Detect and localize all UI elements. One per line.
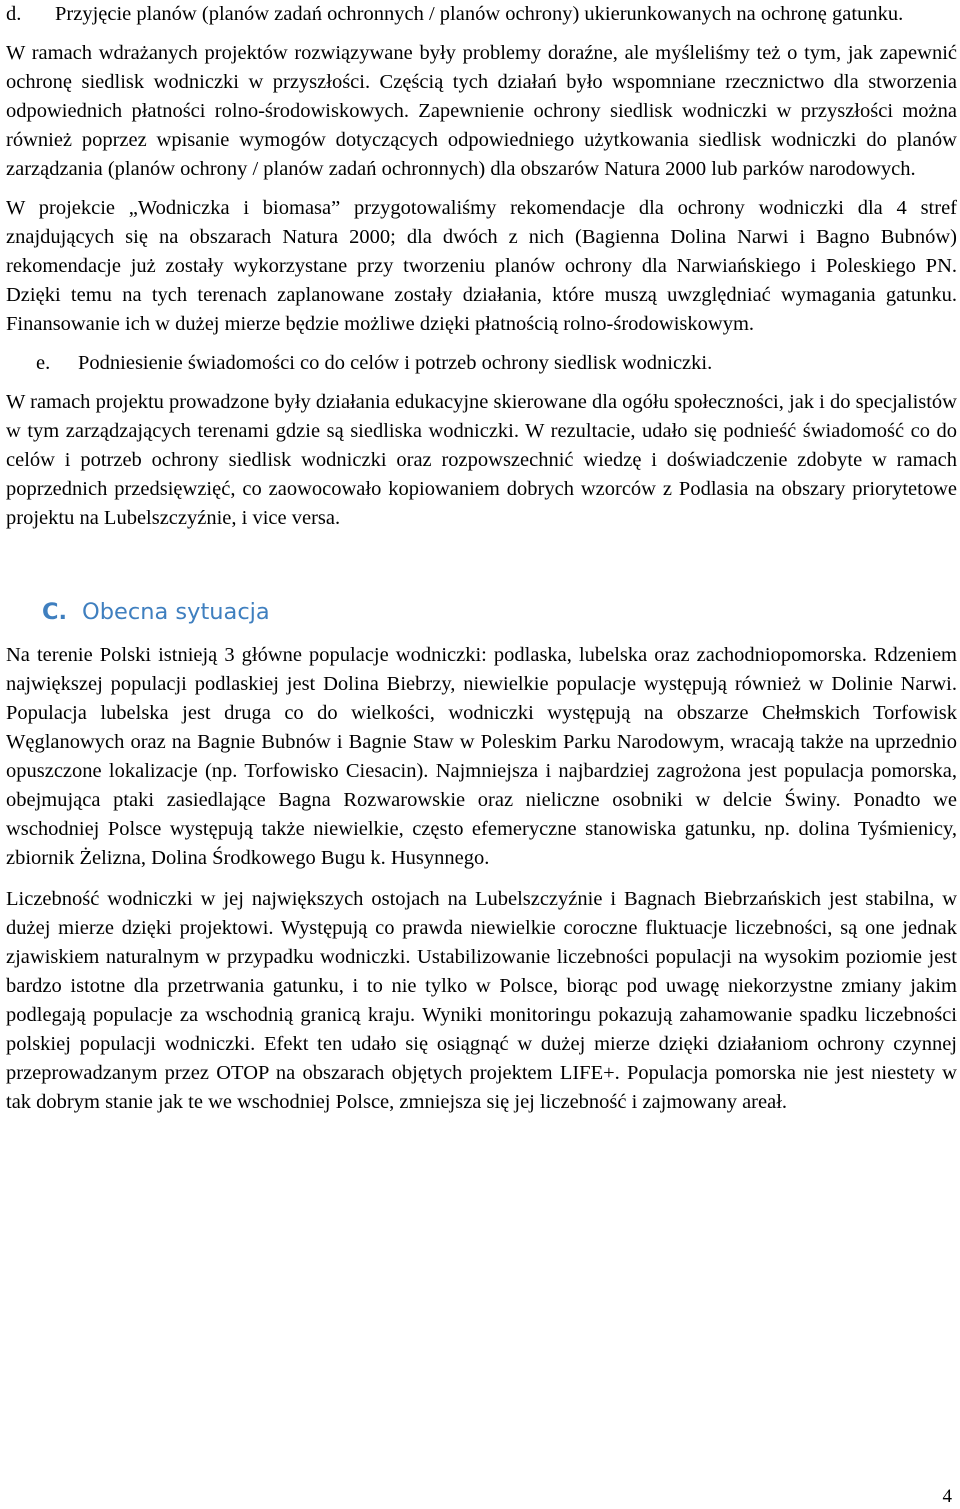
section-heading-c — [6, 597, 957, 627]
list-title-e: Podniesienie świadomości co do celów i potrzeb ochrony siedlisk wodniczki. — [78, 352, 713, 374]
paragraph-c-2: Liczebność wodniczki w jej największych ostojach na Lubelszczyźnie i Bagnach Biebrzańskich jest stabilna, w dużej mierze dzięki projektowi. Występują co prawda niewielkie coroczne fluktuacje liczebności, są one jednak zjawiskiem naturalnym w przypadku wodniczki. Ustabilizowanie liczebności populacji na wysokim poziomie jest bardzo istotne dla przetrwania gatunku, i to nie tylko w Polsce, biorąc pod uwagę niekorzystne zmiany jakim podlegają populacje za wschodnią granicą kraju. Wyniki monitoringu pokazują zahamowanie spadku liczebności polskiej populacji wodniczki. Efekt ten udało się osiągnąć w dużej mierze dzięki działaniom ochrony czynnej przeprowadzanym przez OTOP na obszarach objętych projektem LIFE+. Populacja pomorska nie jest niestety w tak dobrym stanie jak te we wschodniej Polsce, zmniejsza się jej liczebność i zajmowany areał. — [6, 888, 957, 1113]
section-heading-number: C. — [42, 599, 68, 625]
paragraph-e-1: W ramach projektu prowadzone były działania edukacyjne skierowane dla ogółu społeczności, jak i do specjalistów w tym zarządzających terenami gdzie są siedliska wodniczki. W rezultacie, udało się podnieść świadomość co do celów i potrzeb ochrony siedlisk wodniczki oraz rozpowszechnić wiedzę i doświadczenie zdobyte w ramach poprzednich przedsięwzięć, co zaowocowało kopiowaniem dobrych wzorców z Podlasia na obszary priorytetowe projektu na Lubelszczyźnie, i vice versa. — [6, 391, 957, 529]
paragraph-c-1: Na terenie Polski istnieją 3 główne populacje wodniczki: podlaska, lubelska oraz zachodniopomorska. Rdzeniem największej populacji podlaskiej jest Dolina Biebrzy, niewielkie populacje występują również w Dolinie Narwi. Populacja lubelska jest druga co do wielkości, wodniczki występują na obszarze Chełmskich Torfowisk Węglanowych oraz na Bagnie Bubnów i Bagnie Staw w Poleskim Parku Narodowym, wracają także na uprzednio opuszczone lokalizacje (np. Torfowisko Ciesacin). Najmniejsza i najbardziej zagrożona jest populacja pomorska, obejmująca ptaki zasiedlające Bagna Rozwarowskie oraz nieliczne osobniki w delcie Świny. Ponadto we wschodniej Polsce występują także niewielkie, często efemeryczne stanowiska gatunku, np. dolina Tyśmienicy, zbiornik Żelizna, Dolina Środkowego Bugu k. Husynnego. — [6, 644, 957, 869]
list-title-d: Przyjęcie planów (planów zadań ochronnych / planów ochrony) ukierunkowanych na ochronę gatunku. — [55, 3, 904, 25]
list-item-d — [6, 0, 957, 29]
paragraph-d-1: W ramach wdrażanych projektów rozwiązywane były problemy doraźne, ale myśleliśmy też o tym, jak zapewnić ochronę siedlisk wodniczki w przyszłości. Częścią tych działań było wspomniane rzecznictwo dla stworzenia odpowiednich płatności rolno-środowiskowych. Zapewnienie ochrony siedlisk wodniczki w przyszłości można również poprzez wpisanie wymogów dotyczących odpowiedniego użytkowania siedlisk wodniczki do planów zarządzania (planów ochrony / planów zadań ochronnych) dla obszarów Natura 2000 lub parków narodowych. — [6, 42, 957, 180]
section-heading-title: Obecna sytuacja — [82, 599, 270, 625]
list-marker-d: d. — [6, 3, 22, 25]
list-marker-e: e. — [36, 352, 51, 374]
page-content — [6, 0, 957, 1117]
paragraph-d-2: W projekcie „Wodniczka i biomasa” przygotowaliśmy rekomendacje dla ochrony wodniczki dla 4 stref znajdujących się na obszarach Natura 2000; dla dwóch z nich (Bagienna Dolina Narwi i Bagno Bubnów) rekomendacje już zostały wykorzystane przy tworzeniu planów ochrony dla Narwiańskiego i Poleskiego PN. Dzięki temu na tych terenach zaplanowane zostały działania, które muszą uwzględniać wymagania gatunku. Finansowanie ich w dużej mierze będzie możliwe dzięki płatnością rolno-środowiskowym. — [6, 197, 957, 335]
list-item-e — [6, 349, 957, 378]
page-number: 4 — [942, 1486, 952, 1507]
